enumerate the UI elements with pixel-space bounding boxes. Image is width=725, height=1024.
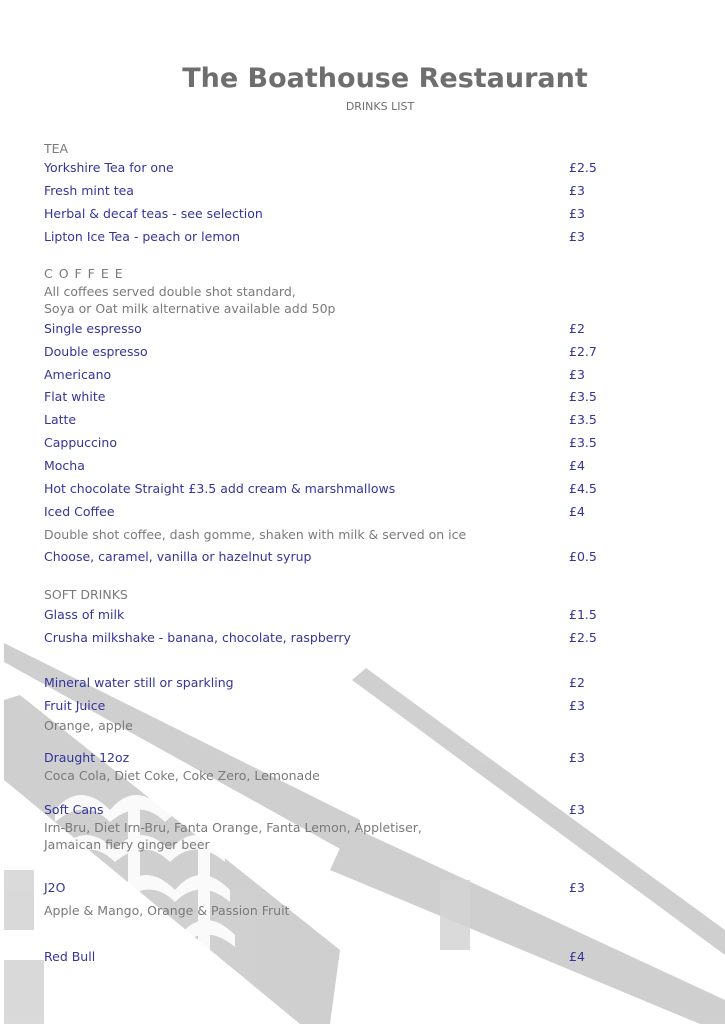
menu-item-name: Draught 12oz: [44, 750, 130, 765]
menu-item-name: Mocha: [44, 458, 85, 473]
menu-item-price: £3.5: [569, 412, 597, 427]
item-description: Coca Cola, Diet Coke, Coke Zero, Lemonade: [44, 768, 320, 783]
coffee-heading: C O F F E E: [44, 266, 124, 281]
menu-item-price: £0.5: [569, 549, 597, 564]
menu-item-price: £3: [569, 367, 585, 382]
menu-item-name: Flat white: [44, 389, 106, 404]
menu-item-price: £3: [569, 802, 585, 817]
menu-item-price: £2: [569, 675, 585, 690]
menu-item-name: Single espresso: [44, 321, 142, 336]
item-description: Irn-Bru, Diet Irn-Bru, Fanta Orange, Fanta Lemon, Appletiser,: [44, 820, 422, 835]
menu-item-name: Mineral water still or sparkling: [44, 675, 234, 690]
menu-item-name: J2O: [44, 880, 66, 895]
menu-item-price: £4: [569, 949, 585, 964]
menu-item-name: Choose, caramel, vanilla or hazelnut syrup: [44, 549, 312, 564]
menu-item-price: £1.5: [569, 607, 597, 622]
menu-item-name: Red Bull: [44, 949, 96, 964]
soft-drinks-heading: SOFT DRINKS: [44, 587, 128, 602]
menu-item-price: £3.5: [569, 435, 597, 450]
menu-item-price: £3: [569, 750, 585, 765]
menu-item-price: £3: [569, 183, 585, 198]
item-description: Jamaican fiery ginger beer: [44, 837, 210, 852]
menu-item-price: £3: [569, 206, 585, 221]
menu-item-name: Latte: [44, 412, 77, 427]
menu-item-name: Crusha milkshake - banana, chocolate, raspberry: [44, 630, 351, 645]
item-description: Apple & Mango, Orange & Passion Fruit: [44, 903, 290, 918]
menu-item-price: £3: [569, 880, 585, 895]
menu-item-name: Americano: [44, 367, 112, 382]
menu-item-name: Iced Coffee: [44, 504, 115, 519]
menu-item-price: £4: [569, 504, 585, 519]
menu-item-name: Hot chocolate Straight £3.5 add cream & marshmallows: [44, 481, 396, 496]
menu-item-price: £2.7: [569, 344, 597, 359]
menu-item-name: Yorkshire Tea for one: [44, 160, 174, 175]
menu-item-price: £3: [569, 229, 585, 244]
menu-item-name: Double espresso: [44, 344, 148, 359]
item-description: Double shot coffee, dash gomme, shaken with milk & served on ice: [44, 527, 467, 542]
menu-item-price: £2.5: [569, 160, 597, 175]
menu-item-price: £4: [569, 458, 585, 473]
menu-item-name: Cappuccino: [44, 435, 117, 450]
coffee-note: Soya or Oat milk alternative available add 50p: [44, 301, 336, 316]
menu-item-name: Lipton Ice Tea - peach or lemon: [44, 229, 241, 244]
tea-heading: TEA: [44, 141, 69, 156]
menu-item-name: Soft Cans: [44, 802, 104, 817]
menu-item-price: £3: [569, 698, 585, 713]
menu-item-name: Fresh mint tea: [44, 183, 134, 198]
menu-item-price: £2.5: [569, 630, 597, 645]
menu-item-price: £4.5: [569, 481, 597, 496]
item-description: Orange, apple: [44, 718, 133, 733]
menu-item-price: £3.5: [569, 389, 597, 404]
menu-item-name: Fruit Juice: [44, 698, 106, 713]
menu-item-name: Herbal & decaf teas - see selection: [44, 206, 263, 221]
coffee-note: All coffees served double shot standard,: [44, 284, 296, 299]
page-title: The Boathouse Restaurant: [182, 63, 588, 94]
menu-item-name: Glass of milk: [44, 607, 125, 622]
page-subtitle: DRINKS LIST: [345, 100, 415, 113]
menu-item-price: £2: [569, 321, 585, 336]
